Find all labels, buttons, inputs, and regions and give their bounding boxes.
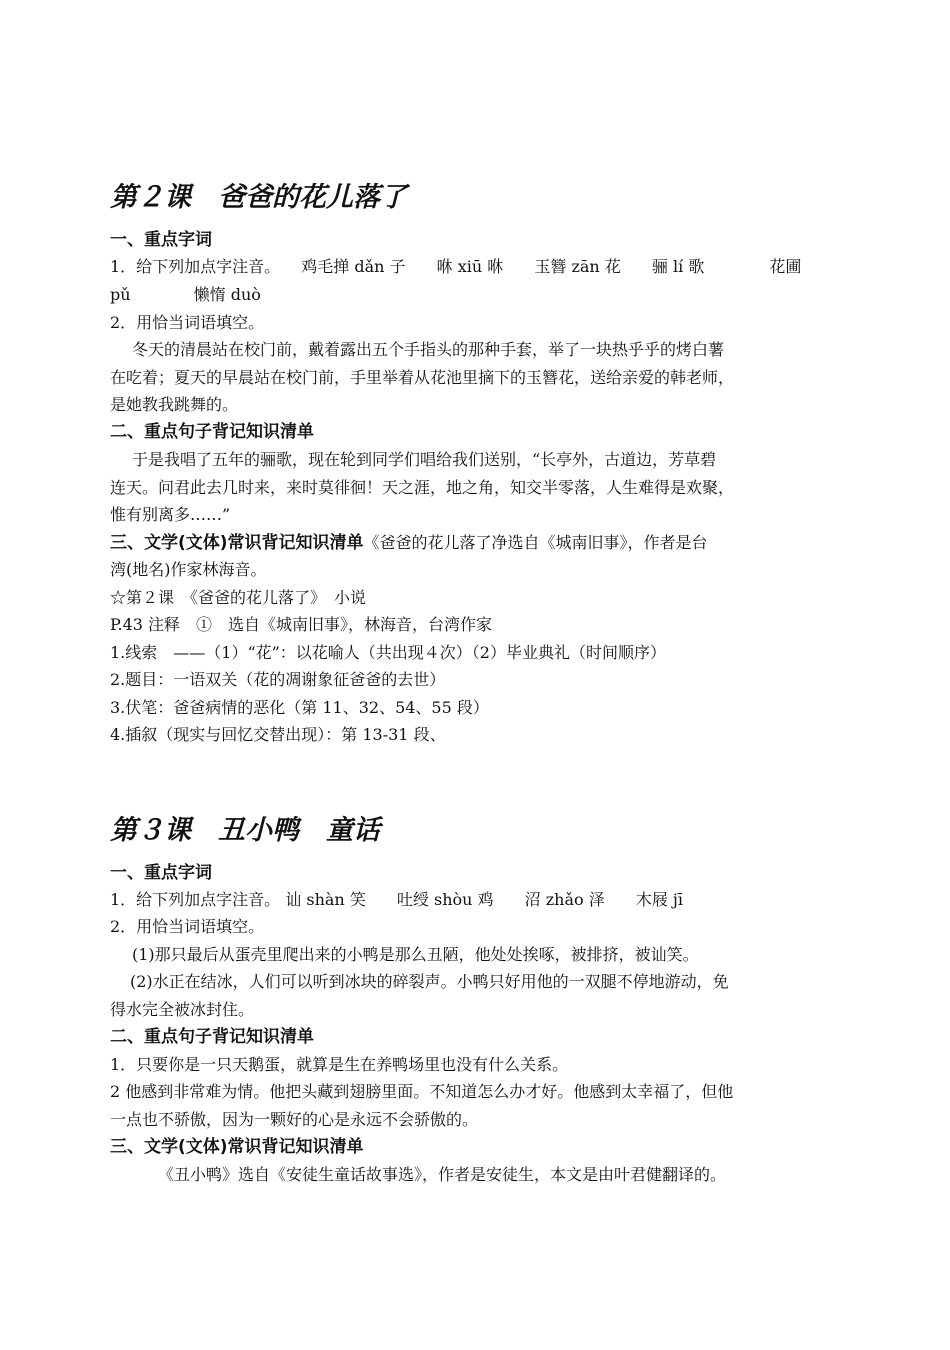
q1-item: 鸡毛掸 dǎn 子 — [301, 257, 406, 276]
lesson3-fill-2: (2)水正在结冰，人们可以听到冰块的碎裂声。小鸭只好用他的一双腿不停地游动，免 — [130, 972, 729, 991]
q1-item: pǔ — [110, 285, 131, 304]
lesson3-sec3-heading: 三、文学(文体)常识背记知识清单 — [110, 1137, 364, 1157]
lesson2-q1-cont — [110, 284, 261, 306]
lesson2-note: 2.题目：一语双关（花的凋谢象征爸爸的去世） — [110, 670, 446, 689]
lesson3-sec3-text: 《丑小鸭》选自《安徒生童话故事选》，作者是安徒生，本文是由叶君健翻译的。 — [158, 1165, 727, 1184]
q1-item: 花圃 — [769, 257, 802, 276]
q1-item: 懒惰 duò — [193, 285, 261, 304]
lesson2-note: ☆第２课 《爸爸的花儿落了》 小说 — [110, 588, 367, 607]
lesson3-sentence: 2 他感到非常难为情。他把头藏到翅膀里面。不知道怎么办才好。他感到太幸福了，但他 — [110, 1082, 734, 1101]
lesson2-sec3-text: 《爸爸的花儿落了净选自《城南旧事》，作者是台 — [363, 533, 708, 552]
lesson2-sentence-line: 连天。问君此去几时来，来时莫徘徊！天之涯，地之角，知交半零落，人生难得是欢聚， — [110, 478, 735, 497]
lesson2-sentence-line: 于是我唱了五年的骊歌，现在轮到同学们唱给我们送别，“长亭外，古道边，芳草碧 — [132, 450, 717, 469]
lesson2-sec2-heading: 二、重点句子背记知识清单 — [110, 422, 314, 442]
lesson2-sec3-cont: 湾(地名)作家林海音。 — [110, 560, 267, 579]
lesson3-fill-2-cont: 得水完全被冰封住。 — [110, 1000, 255, 1019]
q1-item: 玉簪 zān 花 — [534, 257, 621, 276]
q1-item: 沼 zhǎo 泽 — [524, 890, 605, 909]
q1-item: 木屐 jī — [635, 890, 684, 909]
lesson2-note: P.43 注释 ① 选自《城南旧事》，林海音，台湾作家 — [110, 615, 493, 634]
q1-item: 咻 xiū 咻 — [436, 257, 504, 276]
lesson2-sec3-heading: 三、文学(文体)常识背记知识清单 — [110, 533, 364, 553]
lesson3-sentence: 1．只要你是一只天鹅蛋，就算是生在养鸭场里也没有什么关系。 — [110, 1055, 569, 1074]
lesson2-note: 3.伏笔：爸爸病情的恶化（第 11、32、54、55 段） — [110, 698, 489, 717]
lesson3-sec1-heading: 一、重点字词 — [110, 863, 212, 883]
q1-item: 讪 shàn 笑 — [285, 890, 366, 909]
lesson2-note: 4.插叙（现实与回忆交替出现）：第 13-31 段、 — [110, 725, 446, 744]
lesson3-q1 — [110, 889, 683, 911]
lesson2-q2-label: 2．用恰当词语填空。 — [110, 313, 265, 332]
lesson2-sentence-line: 惟有别离多……” — [110, 505, 231, 524]
lesson2-para-line: 冬天的清晨站在校门前，戴着露出五个手指头的那种手套，举了一块热乎乎的烤白薯 — [132, 340, 725, 359]
lesson3-sec2-heading: 二、重点句子背记知识清单 — [110, 1027, 314, 1047]
lesson2-para-line: 是她教我跳舞的。 — [110, 395, 239, 414]
lesson2-q1 — [110, 256, 801, 278]
q1-item: 骊 lí 歌 — [651, 257, 705, 276]
q1-label: 1．给下列加点字注音。 — [110, 890, 281, 909]
lesson3-title: 第３课 丑小鸭 童话 — [110, 815, 380, 846]
lesson2-para-line: 在吃着；夏天的早晨站在校门前，手里举着从花池里摘下的玉簪花，送给亲爱的韩老师， — [110, 368, 735, 387]
lesson3-fill-1: (1)那只最后从蛋壳里爬出来的小鸭是那么丑陋，他处处挨啄，被排挤，被讪笑。 — [132, 945, 699, 964]
lesson2-note: 1.线索 ——（1）“花”：以花喻人（共出现４次）（2）毕业典礼（时间顺序） — [110, 643, 666, 662]
lesson3-sentence: 一点也不骄傲，因为一颗好的心是永远不会骄傲的。 — [110, 1110, 479, 1129]
lesson2-title: 第２课 爸爸的花儿落了 — [110, 182, 407, 213]
q1-label: 1．给下列加点字注音。 — [110, 257, 281, 276]
q1-item: 吐绶 shòu 鸡 — [396, 890, 494, 909]
lesson3-q2-label: 2．用恰当词语填空。 — [110, 917, 265, 936]
lesson2-sec1-heading: 一、重点字词 — [110, 230, 212, 250]
lesson2-sec3 — [110, 532, 708, 554]
